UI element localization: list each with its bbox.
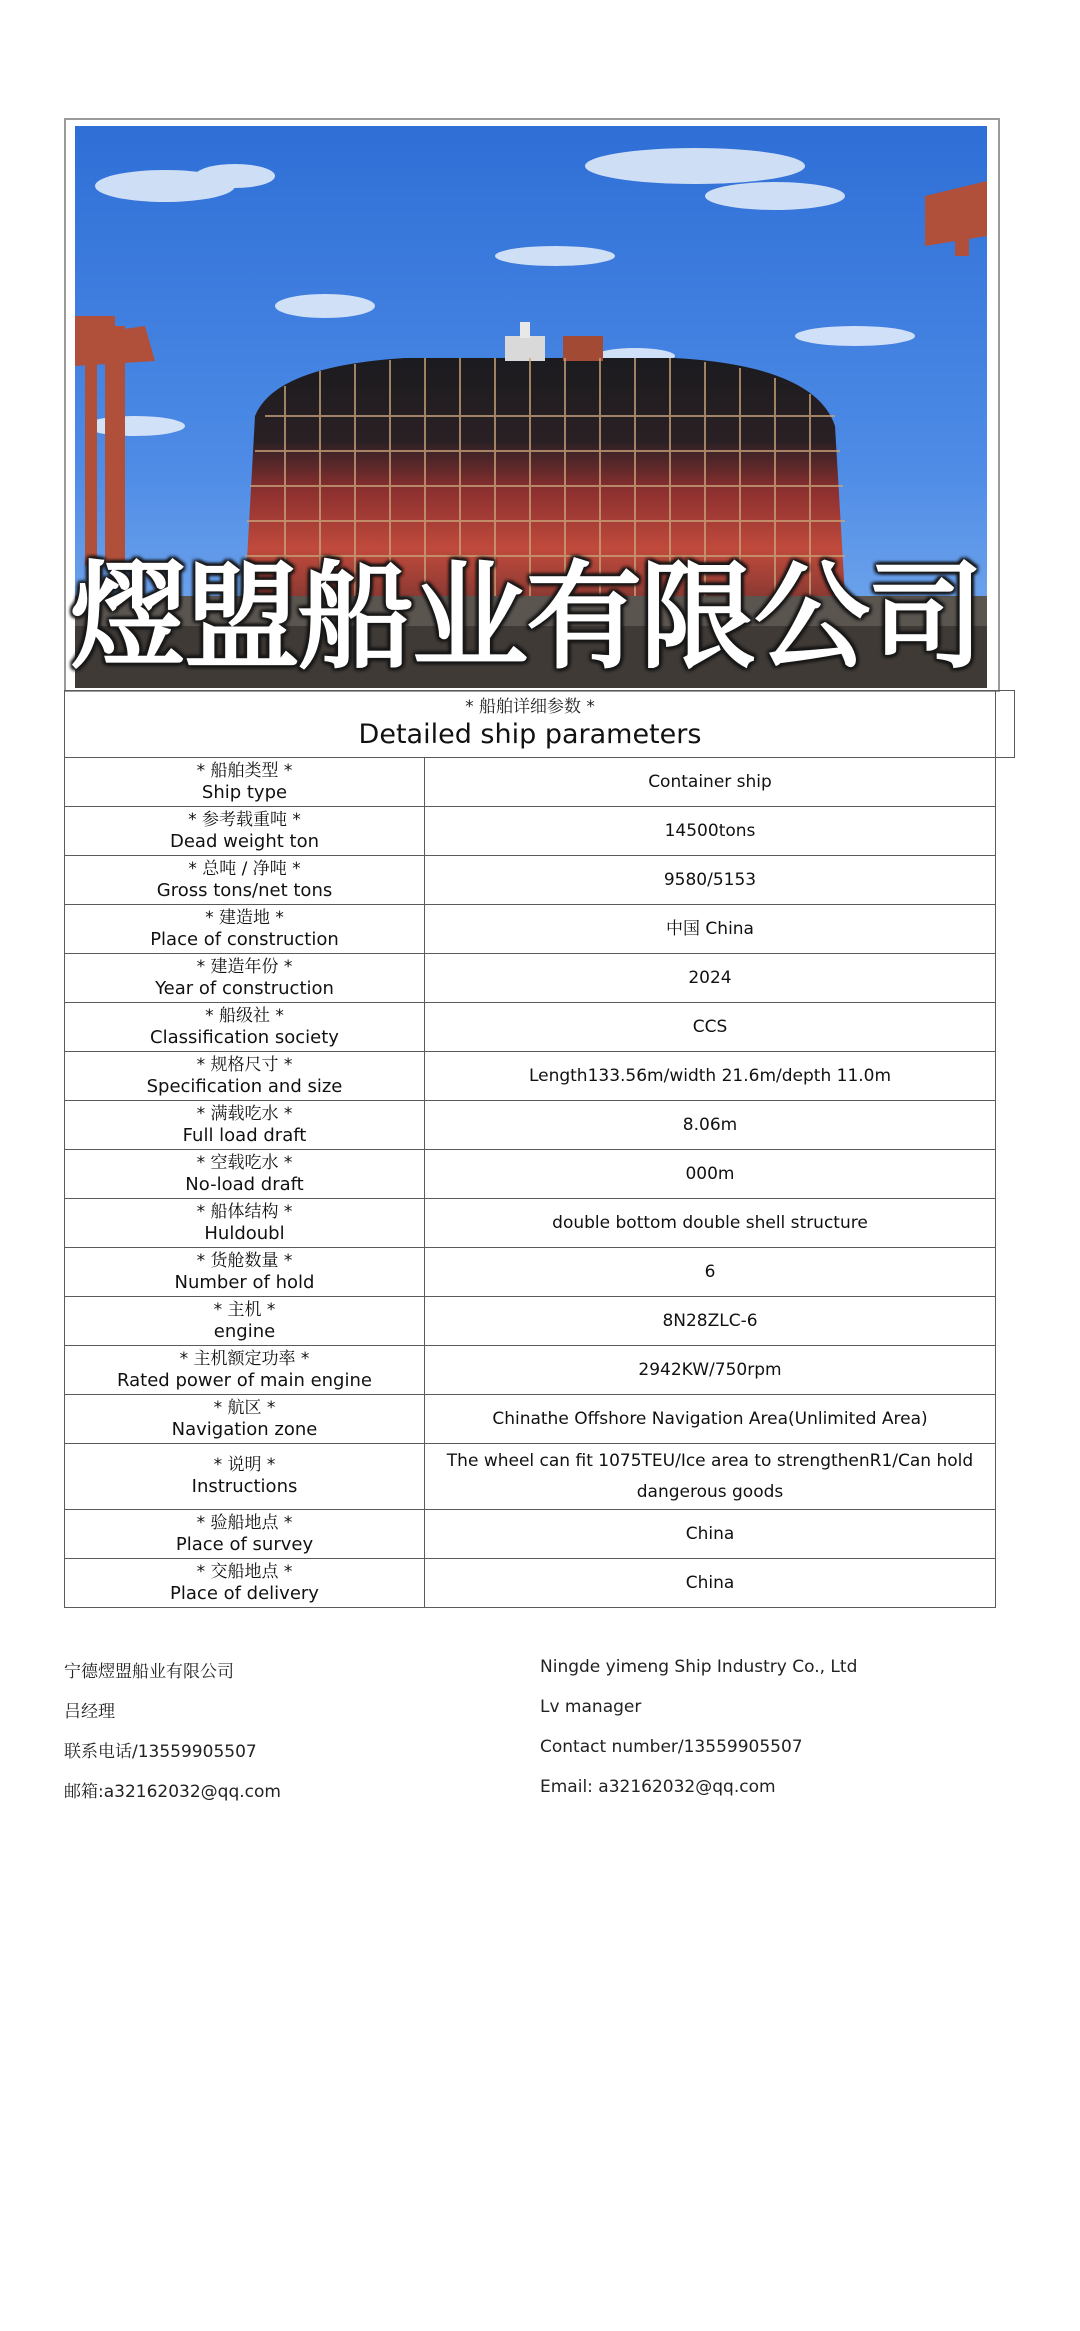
param-label-en: Gross tons/net tons [156, 879, 333, 901]
param-label-en: Navigation zone [171, 1418, 318, 1440]
contact-email-zh: 邮箱:a32162032@qq.com [64, 1782, 281, 1802]
param-label-en: Classification society [150, 1026, 339, 1048]
param-value: Container ship [425, 758, 996, 807]
param-label-cell [65, 856, 425, 905]
param-label-zh: * 航区 * [213, 1397, 276, 1418]
table-row [65, 1510, 996, 1559]
contact-manager-zh: 吕经理 [64, 1702, 115, 1722]
param-label-cell [65, 1003, 425, 1052]
param-value: 14500tons [425, 807, 996, 856]
table-row [65, 758, 996, 807]
param-label-cell [65, 1052, 425, 1101]
param-label-cell [65, 758, 425, 807]
table-row [65, 856, 996, 905]
param-value: 2024 [425, 954, 996, 1003]
contact-phone-en: Contact number/13559905507 [540, 1737, 803, 1757]
contact-company-zh: 宁德熤盟船业有限公司 [64, 1662, 234, 1682]
table-row [65, 954, 996, 1003]
param-label-en: Place of construction [150, 928, 339, 950]
param-label-zh: * 验船地点 * [196, 1512, 293, 1533]
param-value: China [425, 1559, 996, 1608]
param-label-en: Year of construction [155, 977, 334, 999]
param-value: Length133.56m/width 21.6m/depth 11.0m [425, 1052, 996, 1101]
table-title-zh: * 船舶详细参数 * [465, 697, 595, 717]
company-name-overlay: 熤盟船业有限公司 [70, 550, 982, 685]
table-row [65, 1395, 996, 1444]
param-label-en: Dead weight ton [169, 830, 319, 852]
param-label-cell [65, 1150, 425, 1199]
param-label-cell [65, 1559, 425, 1608]
param-value: Chinathe Offshore Navigation Area(Unlimited Area) [425, 1395, 996, 1444]
param-label-en: Rated power of main engine [117, 1369, 372, 1391]
param-label-cell [65, 905, 425, 954]
param-label-cell [65, 954, 425, 1003]
param-value: 9580/5153 [425, 856, 996, 905]
param-value: 2942KW/750rpm [425, 1346, 996, 1395]
param-label-zh: * 船体结构 * [196, 1201, 293, 1222]
param-label-zh: * 船舶类型 * [196, 760, 293, 781]
contact-phone-zh: 联系电话/13559905507 [64, 1742, 257, 1762]
table-row [65, 1052, 996, 1101]
param-label-zh: * 满载吃水 * [196, 1103, 293, 1124]
param-label-zh: * 空载吃水 * [196, 1152, 293, 1173]
table-row [65, 1559, 996, 1608]
param-label-cell [65, 1395, 425, 1444]
table-title-en: Detailed ship parameters [358, 719, 702, 750]
contact-email-en: Email: a32162032@qq.com [540, 1777, 776, 1797]
title-row-extension [994, 690, 1015, 758]
table-row [65, 1003, 996, 1052]
param-label-cell [65, 1248, 425, 1297]
param-label-zh: * 说明 * [213, 1455, 276, 1475]
param-label-en: No-load draft [185, 1173, 304, 1195]
param-value: CCS [425, 1003, 996, 1052]
param-value: 中国 China [425, 905, 996, 954]
param-label-zh: * 建造年份 * [196, 956, 293, 977]
table-row [65, 1101, 996, 1150]
param-label-zh: * 主机 * [213, 1299, 276, 1320]
param-label-en: Place of survey [175, 1533, 314, 1555]
param-label-en: Instructions [191, 1476, 298, 1497]
param-label-zh: * 参考载重吨 * [188, 809, 301, 830]
param-label-en: Ship type [201, 781, 288, 803]
param-value: 8N28ZLC-6 [425, 1297, 996, 1346]
table-row [65, 1297, 996, 1346]
table-row [65, 1346, 996, 1395]
param-label-zh: * 建造地 * [205, 907, 284, 928]
param-label-en: engine [213, 1320, 276, 1342]
param-label-cell [65, 1101, 425, 1150]
param-value: 000m [425, 1150, 996, 1199]
table-row [65, 1444, 996, 1510]
param-label-en: Place of delivery [170, 1582, 319, 1604]
table-row [65, 905, 996, 954]
table-row [65, 1150, 996, 1199]
table-title [65, 691, 996, 758]
param-label-en: Specification and size [146, 1075, 343, 1097]
param-value: double bottom double shell structure [425, 1199, 996, 1248]
param-value: The wheel can fit 1075TEU/Ice area to strengthenR1/Can hold dangerous goods [425, 1444, 996, 1510]
contact-company-en: Ningde yimeng Ship Industry Co., Ltd [540, 1657, 858, 1677]
table-row [65, 1248, 996, 1297]
param-label-cell [65, 1297, 425, 1346]
param-label-cell [65, 1444, 425, 1510]
param-label-zh: * 主机额定功率 * [179, 1348, 310, 1369]
param-label-cell [65, 1346, 425, 1395]
table-row [65, 807, 996, 856]
param-label-zh: * 船级社 * [205, 1005, 284, 1026]
param-label-cell [65, 1510, 425, 1559]
param-label-en: Huldoubl [204, 1222, 285, 1244]
param-value: 8.06m [425, 1101, 996, 1150]
param-label-zh: * 货舱数量 * [196, 1250, 293, 1271]
param-label-zh: * 总吨 / 净吨 * [188, 858, 301, 879]
ship-parameters-table [64, 690, 996, 1608]
param-label-zh: * 交船地点 * [196, 1561, 293, 1582]
param-value: 6 [425, 1248, 996, 1297]
param-label-cell [65, 807, 425, 856]
param-label-en: Number of hold [174, 1271, 315, 1293]
param-label-cell [65, 1199, 425, 1248]
param-label-zh: * 规格尺寸 * [196, 1054, 293, 1075]
param-value: China [425, 1510, 996, 1559]
contact-manager-en: Lv manager [540, 1697, 642, 1717]
table-row [65, 1199, 996, 1248]
param-label-en: Full load draft [182, 1124, 307, 1146]
